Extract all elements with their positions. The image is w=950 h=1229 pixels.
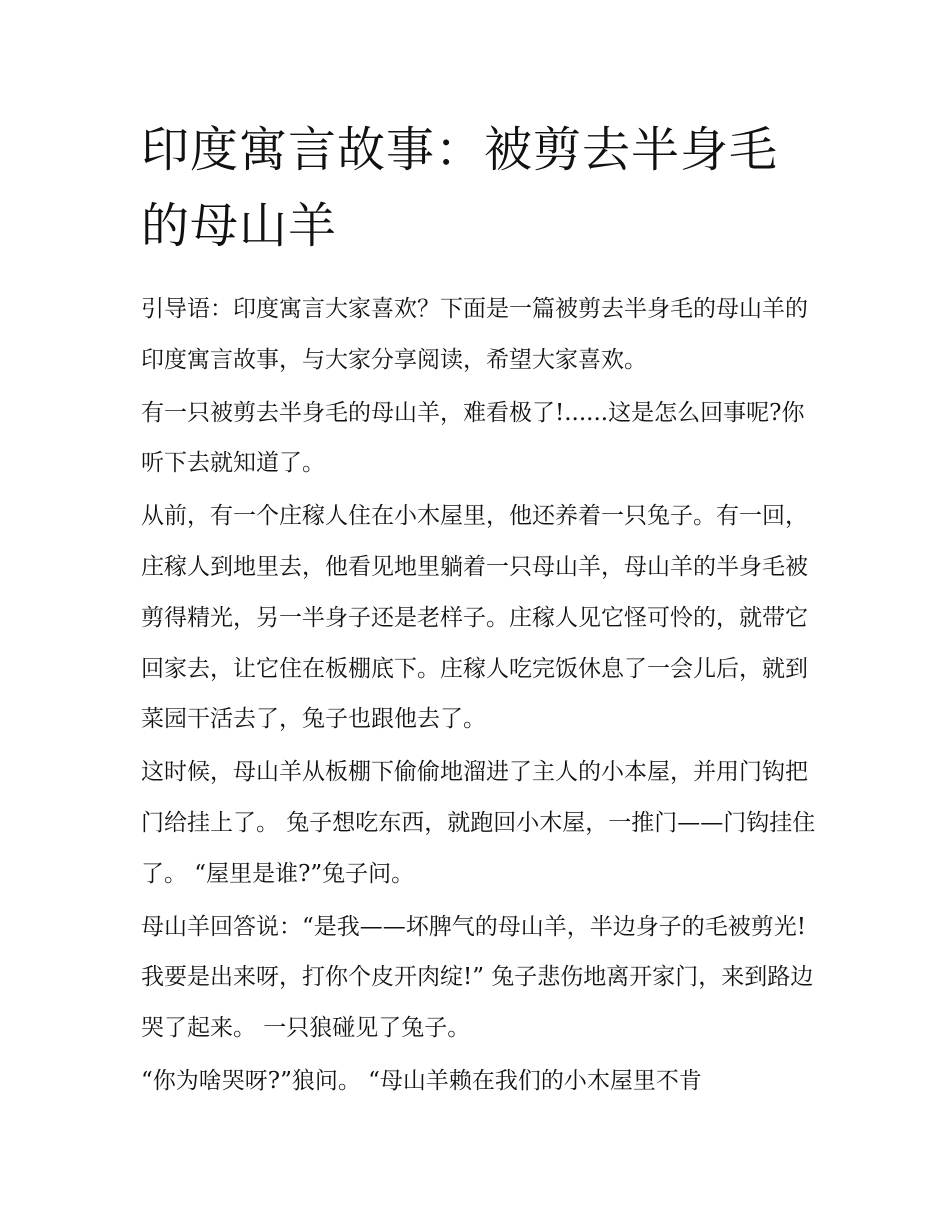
document-title: 印度寓言故事：被剪去半身毛的母山羊 xyxy=(141,122,779,254)
paragraph-story-4: “你为啥哭呀?”狼问。 “母山羊赖在我们的小木屋里不肯 xyxy=(141,1067,702,1094)
paragraph-story-1: 从前，有一个庄稼人住在小木屋里，他还养着一只兔子。有一回，庄稼人到地里去，他看见地里躺着一只母山羊，母山羊的半身毛被剪得精光，另一半身子还是老样子。庄稼人见它怪可怜的，就带它回家去，让它住在板棚底下。庄稼人吃完饭休息了一会儿后，就到菜园干活去了，兔子也跟他去了。 xyxy=(141,503,808,733)
paragraph-story-2: 这时候，母山羊从板棚下偷偷地溜进了主人的小本屋，并用门钩把门给挂上了。 兔子想吃东西，就跑回小木屋，一推门——门钩挂住了。 “屋里是谁?”兔子问。 xyxy=(141,759,816,887)
paragraph-story-3: 母山羊回答说：“是我——坏脾气的母山羊，半边身子的毛被剪光!我要是出来呀，打你个皮开肉绽!” 兔子悲伤地离开家门，来到路边哭了起来。 一只狼碰见了兔子。 xyxy=(141,913,814,1042)
document-page xyxy=(141,112,821,1109)
paragraph-teaser: 有一只被剪去半身毛的母山羊，难看极了!......这是怎么回事呢?你听下去就知道了。 xyxy=(141,399,805,477)
paragraph-intro: 引导语：印度寓言大家喜欢？下面是一篇被剪去半身毛的母山羊的印度寓言故事，与大家分享阅读，希望大家喜欢。 xyxy=(141,296,808,373)
document-body xyxy=(141,284,821,1107)
